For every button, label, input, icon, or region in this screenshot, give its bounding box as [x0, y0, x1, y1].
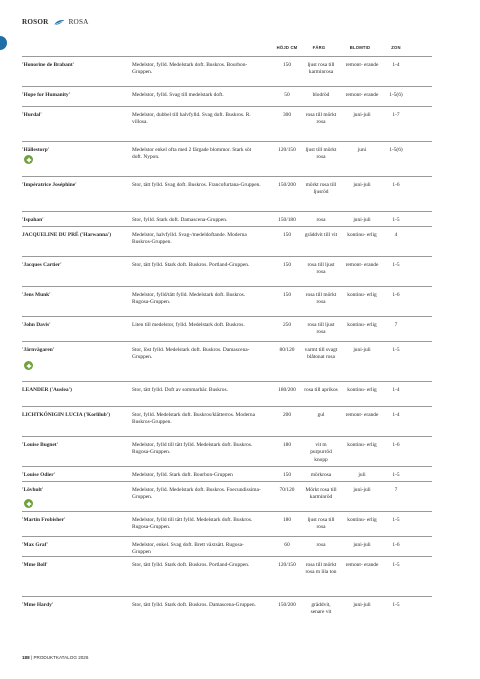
cell-hojd: 150	[282, 292, 292, 298]
cell-blom: juni-juli	[353, 112, 371, 118]
cell-hojd: 150/200	[278, 602, 296, 608]
cell-desc: Medelstor, fylld/tätt fylld. Medelstark doft. Buskros. Rugosa-Gruppen.	[132, 292, 246, 306]
cell-farg: rosa till ljust rosa	[307, 322, 335, 336]
cell-hojd: 300	[282, 112, 292, 118]
cell-farg: varmt till svagt blåtonat rosa	[304, 347, 338, 361]
cell-blom: remont- erande	[345, 92, 379, 98]
cell-name: LICHTKÖNIGIN LUCIA ('Korlilub')	[22, 412, 111, 418]
cell-hojd: 50	[284, 92, 290, 98]
cell-name: LEANDER ('Auslea')	[22, 387, 72, 393]
cell-desc: Medelstor enkel ofta med 2 färgade blommor. Stark söt doft. Nypon.	[132, 147, 252, 161]
cell-zon: 1-5	[392, 347, 400, 353]
table-row	[22, 481, 432, 501]
table-row	[22, 211, 432, 223]
cell-hojd: 150/180	[278, 217, 296, 223]
cell-desc: Stor, löst fylld. Medelstark doft. Buskros. Damascena-Gruppen.	[132, 347, 250, 361]
cell-desc: Stor, fylld. Medelstark doft. Buskros/klätterros. Moderna Buskros-Gruppen.	[132, 412, 255, 426]
table-row	[22, 381, 432, 393]
table-row	[22, 556, 432, 576]
cell-desc: Medelstor, halvfylld. Svag-/medeldoftande. Moderna Buskros-Gruppen.	[132, 232, 247, 246]
cell-desc: Stor, tätt fylld. Doft av sommarbär. Buskros.	[132, 387, 228, 393]
table-row	[22, 106, 432, 126]
table-row	[22, 286, 432, 306]
cell-zon: 1-6	[392, 182, 400, 188]
cell-zon: 1-4	[392, 62, 400, 68]
cell-blom: juni-juli	[353, 542, 371, 548]
cell-name: 'Mme Boll'	[22, 562, 48, 568]
cell-zon: 1-5(6)	[389, 92, 403, 98]
cell-desc: Medelstor, fylld till tätt fylld. Medelstark doft. Buskros. Rugosa-Gruppen.	[132, 517, 253, 531]
table-row	[22, 316, 432, 336]
cell-hojd: 150	[282, 262, 292, 268]
cell-desc: Stor, fylld. Stark doft. Damascena-Gruppen.	[132, 217, 228, 223]
cell-blom: juli	[358, 472, 366, 478]
cell-name: 'Jens Munk'	[22, 292, 51, 298]
cell-farg: gräddvit, senare vit	[310, 602, 332, 616]
cell-farg: gräddvit till vit	[304, 232, 338, 238]
catalog-title: PRODUKTKATALOG 2026	[33, 655, 89, 660]
table-row	[22, 226, 432, 246]
cell-hojd: 120/150	[278, 147, 296, 153]
cell-hojd: 150	[282, 232, 292, 238]
cell-desc: Liten till medelstor, fylld. Medelstark doft. Buskros.	[132, 322, 245, 328]
cell-name: 'Lövhult'	[22, 487, 44, 493]
cell-name: 'Impératrice Joséphine'	[22, 182, 77, 188]
cell-farg: ljust till mörkt rosa	[305, 147, 337, 161]
cell-blom: remont- erande	[345, 262, 379, 268]
cell-hojd: 150	[282, 62, 292, 68]
table-row	[22, 436, 432, 463]
cell-farg: mörkt rosa till ljusröd	[305, 182, 337, 196]
cell-desc: Medelstor, fylld. Medelstark doft. Buskros. Foecundissima-Gruppen.	[132, 487, 261, 501]
column-header-blomtid: BLOMTID	[349, 45, 371, 50]
table-row	[22, 536, 432, 556]
cell-desc: Medelstor, fylld. Svag till medelstark doft.	[132, 92, 224, 98]
cell-desc: Stor, tätt fylld. Svag doft. Buskros. Francofurtana-Gruppen.	[132, 182, 261, 188]
cell-farg: ljust rosa till rosa	[307, 517, 335, 531]
cell-desc: Stor, tätt fylld. Stark doft. Buskros. Portland-Gruppen.	[132, 262, 250, 268]
cell-hojd: 180/200	[278, 387, 296, 393]
swedish-rose-badge-icon	[24, 499, 33, 508]
cell-blom: kontinu- erlig	[347, 292, 377, 298]
cell-farg: ljust rosa till karminrosa	[307, 62, 335, 76]
cell-zon: 1-6	[392, 292, 400, 298]
cell-hojd: 180	[282, 517, 292, 523]
cell-zon: 1-5	[392, 262, 400, 268]
cell-name: 'Mme Hardy'	[22, 602, 54, 608]
cell-blom: kontinu- erlig	[347, 517, 377, 523]
cell-farg: rosa	[316, 217, 326, 223]
cell-desc: Medelstor, fylld. Stark doft. Bourbon-Gruppen	[132, 472, 233, 478]
cell-blom: juni-juli	[353, 347, 371, 353]
cell-name: 'Honorine de Brabant'	[22, 62, 75, 68]
table-row	[22, 466, 432, 478]
cell-zon: 1-6	[392, 542, 400, 548]
cell-zon: 1-7	[392, 112, 400, 118]
cell-name: 'Ispahan'	[22, 217, 44, 223]
cell-blom: juni-juli	[353, 182, 371, 188]
table-row	[22, 56, 432, 76]
cell-zon: 1-4	[392, 412, 400, 418]
cell-name: 'Hällestorp'	[22, 147, 50, 153]
cell-blom: kontinu- erlig	[347, 232, 377, 238]
footer-separator: |	[30, 655, 34, 660]
cell-desc: Medelstor, dubbel till halvfylld. Svag doft. Buskros. R. villosa.	[132, 112, 251, 126]
table-row	[22, 176, 432, 196]
cell-blom: remont- erande	[345, 562, 379, 568]
side-tab-marker	[0, 36, 7, 50]
cell-desc: Medelstor, fylld till tätt fylld. Medelstark doft. Buskros. Rugosa-Gruppen.	[132, 442, 253, 456]
cell-zon: 7	[394, 322, 398, 328]
cell-zon: 1-5	[392, 562, 400, 568]
cell-name: 'Martin Frobisher'	[22, 517, 66, 523]
cell-farg: mörkrosa	[310, 472, 332, 478]
cell-zon: 1-6	[392, 442, 400, 448]
cell-farg: rosa till aprikos	[304, 387, 338, 393]
section-title: ROSOR	[22, 18, 49, 26]
cell-desc: Medelstor, enkel. Svag doft. Brett växtsätt. Rugosa- Gruppen	[132, 542, 244, 556]
cell-hojd: 150/200	[278, 182, 296, 188]
cell-blom: juni-juli	[353, 487, 371, 493]
page-footer	[22, 655, 88, 660]
cell-desc: Stor, tätt fylld. Stark doft. Buskros. Damascena-Gruppen.	[132, 602, 256, 608]
cell-blom: kontinu- erlig	[347, 387, 377, 393]
cell-farg: rosa till mörkt rosa m lila ton	[305, 562, 337, 576]
cell-name: 'Jacques Cartier'	[22, 262, 62, 268]
swedish-rose-badge-icon	[24, 361, 33, 370]
table-row	[22, 256, 432, 276]
cell-zon: 1-5	[392, 472, 400, 478]
cell-farg: rosa	[316, 542, 326, 548]
cell-zon: 1-5	[392, 517, 400, 523]
swedish-rose-badge-icon	[24, 155, 33, 164]
cell-name: 'Hope for Humanity'	[22, 92, 71, 98]
subsection-title: ROSA	[68, 18, 89, 26]
cell-name: 'Järnvägaren'	[22, 347, 55, 353]
cell-zon: 1-4	[392, 387, 400, 393]
cell-farg: gul	[317, 412, 325, 418]
cell-hojd: 70/120	[279, 487, 295, 493]
page-number: 188	[22, 655, 30, 660]
cell-name: 'Max Graf'	[22, 542, 48, 548]
cell-blom: juni-juli	[353, 602, 371, 608]
table-row	[22, 141, 432, 161]
cell-farg: rosa till ljust rosa	[307, 262, 335, 276]
table-row	[22, 341, 432, 361]
page-header	[22, 18, 89, 26]
cell-name: 'Louise Bugnet'	[22, 442, 59, 448]
cell-blom: juni-juli	[353, 217, 371, 223]
column-header-zon: ZON	[391, 45, 401, 50]
cell-hojd: 150	[282, 472, 292, 478]
cell-farg: Mörkt rosa till karminröd	[305, 487, 337, 501]
column-header-hojd: HÖJD CM	[276, 45, 298, 50]
cell-hojd: 250	[282, 322, 292, 328]
cell-hojd: 200	[282, 412, 292, 418]
cell-name: JACQUELINE DU PRÉ ('Harwanna')	[22, 232, 112, 238]
cell-blom: kontinu- erlig	[347, 322, 377, 328]
cell-desc: Stor, tätt fylld. Stark doft. Buskros. Portland-Gruppen.	[132, 562, 250, 568]
cell-desc: Medelstor, fylld. Medelstark doft. Buskros. Bourbon-Gruppen.	[132, 62, 248, 76]
cell-zon: 7	[394, 487, 398, 493]
leaf-icon	[53, 19, 65, 26]
table-row	[22, 406, 432, 426]
table-row	[22, 596, 432, 616]
cell-hojd: 120/150	[278, 562, 296, 568]
table-row	[22, 511, 432, 531]
cell-hojd: 180	[282, 442, 292, 448]
cell-blom: juni	[357, 147, 367, 153]
cell-blom: remont- erande	[345, 412, 379, 418]
cell-blom: kontinu- erlig	[347, 442, 377, 448]
cell-name: 'Louise Odier'	[22, 472, 56, 478]
cell-zon: 4	[394, 232, 398, 238]
cell-blom: remont- erande	[345, 62, 379, 68]
column-header-farg: FÄRG	[312, 45, 326, 50]
cell-zon: 1-5	[392, 602, 400, 608]
cell-farg: rosa till mörkt rosa	[305, 112, 337, 126]
cell-zon: 1-5(6)	[389, 147, 403, 153]
cell-name: 'John Davis'	[22, 322, 51, 328]
cell-farg: rosa till mörkt rosa	[305, 292, 337, 306]
cell-hojd: 80/120	[279, 347, 295, 353]
cell-farg: vit m purpurröd knopp	[310, 442, 332, 463]
cell-zon: 1-5	[392, 217, 400, 223]
cell-hojd: 60	[284, 542, 290, 548]
table-row	[22, 86, 432, 98]
cell-farg: blodröd	[312, 92, 330, 98]
cell-name: 'Hurdal'	[22, 112, 42, 118]
